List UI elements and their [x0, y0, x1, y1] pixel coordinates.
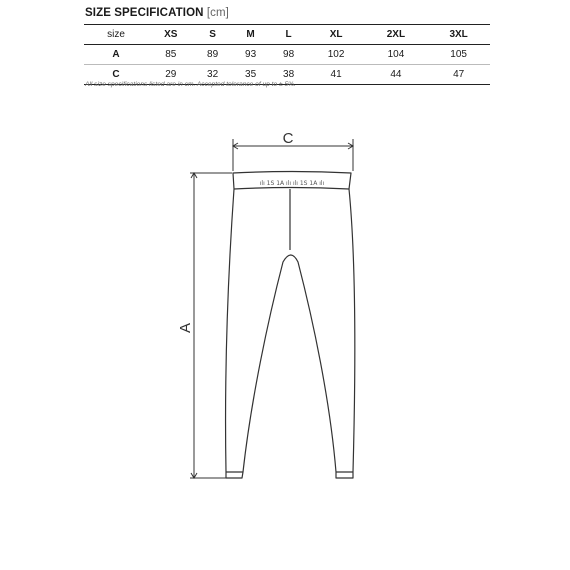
- title-unit: [cm]: [206, 7, 229, 19]
- row-label-a: A: [84, 45, 148, 65]
- row-label-c: C: [84, 65, 148, 85]
- tolerance-note: All size specifications listed are in cm. Accepted tolerance of up to ± 5%.: [85, 81, 296, 88]
- table-cell: 29: [148, 65, 194, 85]
- size-header-2xl: 2XL: [365, 25, 428, 45]
- dimension-c-label: C: [282, 130, 294, 147]
- size-header-s: S: [194, 25, 232, 45]
- size-header-l: L: [270, 25, 308, 45]
- table-cell: 38: [270, 65, 308, 85]
- table-cell: 44: [365, 65, 428, 85]
- table-cell: 102: [308, 45, 365, 65]
- leggings-outline: [226, 172, 355, 479]
- table-cell: 98: [270, 45, 308, 65]
- table-cell: 104: [365, 45, 428, 65]
- table-cell: 93: [232, 45, 270, 65]
- size-header-m: M: [232, 25, 270, 45]
- table-cell: 105: [427, 45, 490, 65]
- table-cell: 32: [194, 65, 232, 85]
- table-cell: 85: [148, 45, 194, 65]
- table-cell: 35: [232, 65, 270, 85]
- table-cell: 47: [427, 65, 490, 85]
- size-header-3xl: 3XL: [427, 25, 490, 45]
- waistband-pattern: ılı 1S 1A ılı ılı 1S 1A ılı: [259, 180, 325, 187]
- size-header-xl: XL: [308, 25, 365, 45]
- table-cell: 89: [194, 45, 232, 65]
- size-header-label: size: [84, 25, 148, 45]
- title-text: SIZE SPECIFICATION: [85, 7, 204, 19]
- dimension-a-label: A: [177, 322, 194, 334]
- table-cell: 41: [308, 65, 365, 85]
- size-header-xs: XS: [148, 25, 194, 45]
